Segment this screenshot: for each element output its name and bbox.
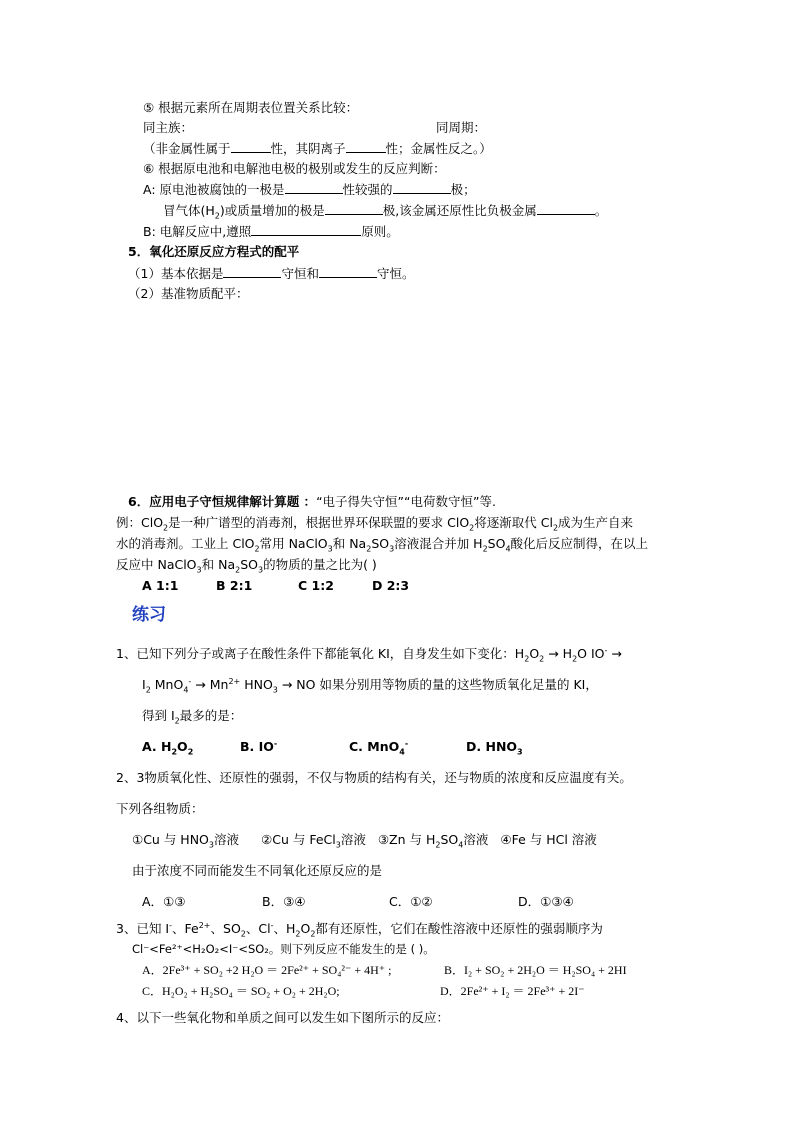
q2-line-1: 2、3物质氧化性、还原性的强弱，不仅与物质的结构有关，还与物质的浓度和反应温度有关。 (116, 770, 632, 785)
s6-heading: ⑥ 根据原电池和电解池电极的极别或发生的反应判断： (143, 161, 446, 176)
q2-option-d: D．①③④ (518, 894, 574, 909)
blank (393, 180, 451, 194)
q1-option-d: D. $HNO_3$ (466, 739, 523, 757)
example-option-c: C 1:2 (298, 578, 334, 593)
q3-option-a: A．2Fe³⁺ + SO₂ +2 H₂O ＝ 2Fe²⁺ + SO₄²⁻ + 4H⁺ ; (142, 963, 392, 977)
q1-option-a: A. $H_2O_2$ (142, 739, 194, 757)
q1-line-3: 得到 $I_2$最多的是： (142, 708, 243, 726)
q3-option-c: C．H₂O₂ + H₂SO₄ ＝ SO₂ + O₂ + 2H₂O; (142, 984, 340, 998)
blank (223, 264, 281, 278)
example-option-b: B 2:1 (216, 578, 253, 593)
sec6-heading: 6．应用电子守恒规律解计算题 ：“电子得失守恒”“电荷数守恒”等. (128, 494, 496, 509)
example-line-3: 反应中 NaClO$_3$和 $Na_2SO_3$的物质的量之比为( ) (116, 557, 377, 575)
q2-option-b: B．③④ (262, 894, 306, 909)
s5-same-group: 同主族： (143, 120, 194, 135)
sec5-item2: （2）基准物质配平： (128, 286, 249, 301)
q2-line-2: 下列各组物质： (116, 801, 204, 816)
example-line-1: 例：ClO$_2$是一种广谱型的消毒剂，根据世界环保联盟的要求 ClO$_2$将逐渐取代 $Cl_2$成为生产自来 (116, 515, 634, 533)
q3-line-1: 3、已知 I-、$Fe^{2+}$、$SO_2$、Cl-、$H_2O_2$都有还原性，它们在酸性溶液中还原性的强弱顺序为 (116, 920, 603, 939)
q3-line-2: Cl⁻<Fe²⁺<H₂O₂<I⁻<SO₂。则下列反应不能发生的是 ( )。 (132, 942, 435, 956)
blank (251, 222, 361, 236)
blank (285, 180, 343, 194)
q1-line-1: 1、已知下列分子或离子在酸性条件下都能氧化 KI，自身发生如下变化：$H_2O_2 \to H_2O$ IO- → (116, 645, 622, 664)
q2-option-c: C．①② (389, 894, 433, 909)
s6-item-a: A: 原电池被腐蚀的一极是 性较强的 极； (143, 182, 476, 197)
s6-item-b: B: 电解反应中,遵照 原则。 (143, 224, 399, 239)
q2-option-a: A．①③ (142, 894, 186, 909)
q3-option-d: D．2Fe²⁺ + I₂ ＝ 2Fe³⁺ + 2I⁻ (440, 984, 585, 998)
blank (346, 139, 386, 153)
q1-option-c: C. MnO$_4$- (349, 738, 409, 757)
blank (537, 201, 595, 215)
s5-heading: ⑤ 根据元素所在周期表位置关系比较： (143, 100, 359, 115)
blank (231, 139, 271, 153)
s5-note: （非金属性属于 性，其阴离子 性；金属性反之。） (143, 141, 492, 156)
q3-option-b: B．I₂ + SO₂ + 2H₂O ＝ H₂SO₄ + 2HI (444, 963, 627, 977)
q1-option-b: B. IO- (240, 738, 278, 754)
s6-item-a-cont: 冒气体$(H_2)$或质量增加的极是 极,该金属还原性比负极金属 。 (163, 203, 608, 221)
q2-line-4: 由于浓度不同而能发生不同氧化还原反应的是 (132, 863, 383, 878)
practice-title: 练习 (132, 605, 166, 625)
q1-line-2: $I_2$ $MnO_4^- \to Mn^{2+}$ $HNO_3$ → NO 如果分别用等物质的量的这些物质氧化足量的 KI， (142, 676, 598, 695)
blank (319, 264, 377, 278)
sec5-item1: （1）基本依据是 守恒和 守恒。 (128, 266, 415, 281)
s5-same-period: 同周期： (436, 120, 487, 135)
example-option-a: A 1:1 (142, 578, 179, 593)
q4-line-1: 4、以下一些氧化物和单质之间可以发生如下图所示的反应： (116, 1010, 449, 1025)
sec5-heading: 5．氧化还原反应方程式的配平 (128, 244, 300, 259)
example-line-2: 水的消毒剂。工业上 ClO$_2$常用 NaClO$_3$和 $Na_2SO_3$溶液混合并加 $H_2SO_4$酸化后反应制得，在以上 (116, 536, 649, 554)
q2-items: ①Cu 与 $HNO_3$溶液 ②Cu 与 FeCl$_3$溶液 ③Zn 与 $H_2SO_4$溶液 ④Fe 与 HCl 溶液 (132, 832, 597, 850)
blank (325, 201, 383, 215)
example-option-d: D 2:3 (372, 578, 410, 593)
